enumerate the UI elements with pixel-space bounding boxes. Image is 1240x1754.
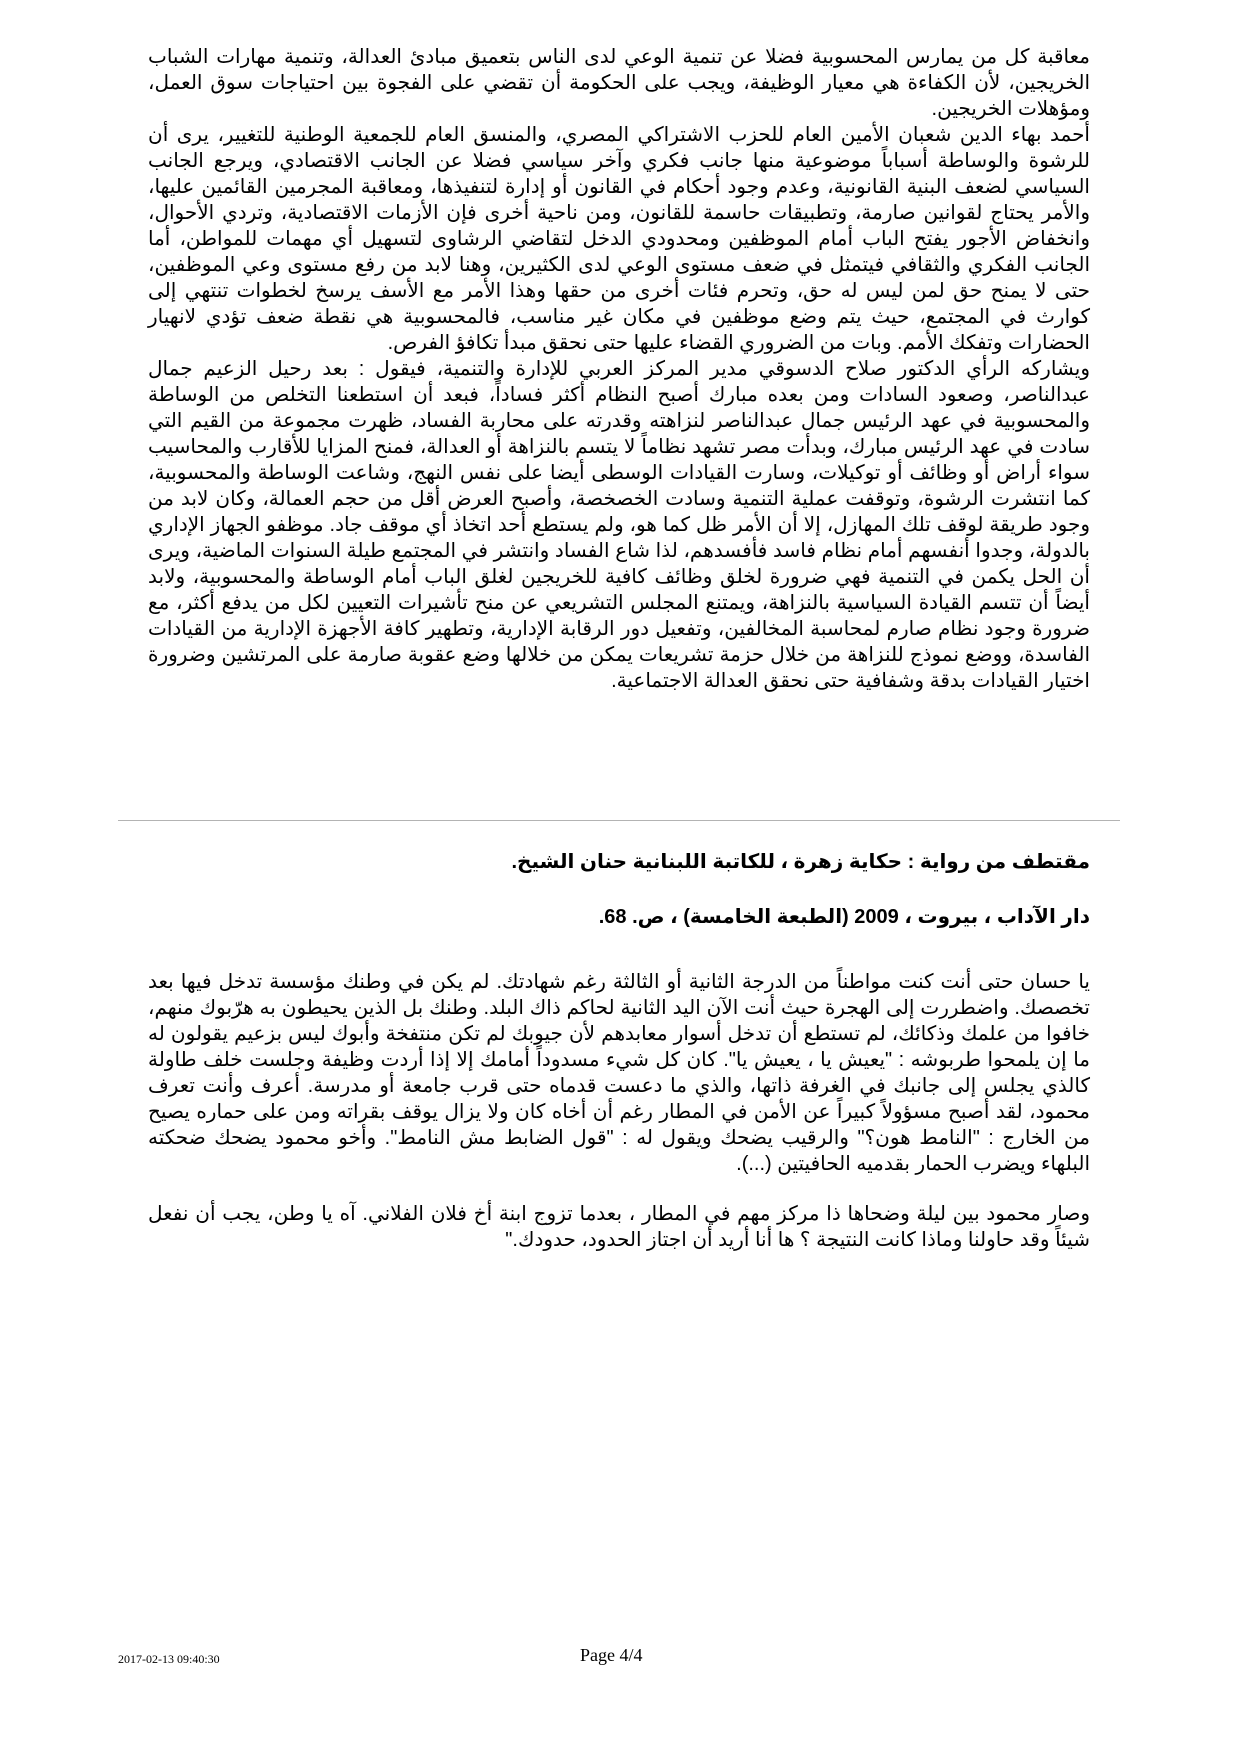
- article-body: [148, 44, 1090, 694]
- article-paragraph: معاقبة كل من يمارس المحسوبية فضلا عن تنمية الوعي لدى الناس بتعميق مبادئ العدالة، وتنمية مهارات الشباب الخريجين، لأن الكفاءة هي معيار الوظيفة، ويجب على الحكومة أن تقضي على الفجوة بين احتياجات سوق العمل، ومؤهلات الخريجين.: [148, 46, 1090, 120]
- footer-page-number: Page 4/4: [580, 1645, 643, 1665]
- excerpt-title: مقتطف من رواية : حكاية زهرة ، للكاتبة اللبنانية حنان الشيخ.: [511, 851, 1090, 873]
- excerpt-publisher: دار الآداب ، بيروت ، 2009 (الطبعة الخامسة) ، ص. 68.: [598, 906, 1090, 928]
- section-divider: [118, 820, 1120, 821]
- article-paragraph: ويشاركه الرأي الدكتور صلاح الدسوقي مدير المركز العربي للإدارة والتنمية، فيقول : بعد رحيل الزعيم جمال عبدالناصر، وصعود السادات ومن بعده مبارك أصبح النظام أكثر فساداً، فبعد أن استطعنا التخلص من الوساطة والمحسوبية في عهد الرئيس جمال عبدالناصر لنزاهته وقدرته على محاربة الفساد، ظهرت مجموعة من القيم التي سادت في عهد الرئيس مبارك، وبدأت مصر تشهد نظاماً لا يتسم بالنزاهة أو العدالة، فمنح المزايا للأقارب والمحاسيب سواء أراض أو وظائف أو توكيلات، وسارت القيادات الوسطى أيضا على نفس النهج، وشاعت الوساطة والمحسوبية، كما انتشرت الرشوة، وتوقفت عملية التنمية وسادت الخصخصة، وأصبح العرض أقل من حجم العمالة، وكان لابد من وجود طريقة لوقف تلك المهازل، إلا أن الأمر ظل كما هو، ولم يستطع أحد اتخاذ أي موقف جاد. موظفو الجهاز الإداري بالدولة، وجدوا أنفسهم أمام نظام فاسد فأفسدهم، لذا شاع الفساد وانتشر في المجتمع طيلة السنوات الماضية، ويرى أن الحل يكمن في التنمية فهي ضرورة لخلق وظائف كافية للخريجين لغلق الباب أمام الوساطة والمحسوبية، ولابد أيضاً أن تتسم القيادة السياسية بالنزاهة، ويمتنع المجلس التشريعي عن منح تأشيرات التعيين لكل من يدفع أكثر، مع ضرورة وجود نظام صارم لمحاسبة المخالفين، وتفعيل دور الرقابة الإدارية، وتطهير كافة الأجهزة الإدارية من القيادات الفاسدة، ووضع نموذج للنزاهة من خلال حزمة تشريعات يمكن من خلالها وضع عقوبة صارمة على المرتشين وضرورة اختيار القيادات بدقة وشفافية حتى نحقق العدالة الاجتماعية.: [148, 358, 1090, 692]
- excerpt-paragraph: وصار محمود بين ليلة وضحاها ذا مركز مهم في المطار ، بعدما تزوج ابنة أخ فلان الفلاني. آه يا وطن، يجب أن نفعل شيئاً وقد حاولنا وماذا كانت النتيجة ؟ ها أنا أريد أن اجتاز الحدود، حدودك.": [148, 1203, 1090, 1251]
- article-paragraph: أحمد بهاء الدين شعبان الأمين العام للحزب الاشتراكي المصري، والمنسق العام للجمعية الوطنية للتغيير، يرى أن للرشوة والوساطة أسباباً موضوعية منها جانب فكري وآخر سياسي فضلا عن الجانب الاقتصادي، ويرجع الجانب السياسي لضعف البنية القانونية، وعدم وجود أحكام في القانون أو إدارة لتنفيذها، ومعاقبة المجرمين القائمين عليها، والأمر يحتاج لقوانين صارمة، وتطبيقات حاسمة للقانون، ومن ناحية أخرى فإن الأزمات الاقتصادية، وتردي الأحوال، وانخفاض الأجور يفتح الباب أمام الموظفين ومحدودي الدخل لتقاضي الرشاوى لتسهيل أي مهمات للمواطن، أما الجانب الفكري والثقافي فيتمثل في ضعف مستوى الوعي لدى الكثيرين، وهنا لابد من رفع مستوى وعي الموظفين، حتى لا يمنح حق لمن ليس له حق، وتحرم فئات أخرى من حقها وهذا الأمر مع الأسف يرسخ لخطوات تنتهي إلى كوارث في المجتمع، حيث يتم وضع موظفين في مكان غير مناسب، فالمحسوبية هي نقطة ضعف تؤدي لانهيار الحضارات وتفكك الأمم. وبات من الضروري القضاء عليها حتى نحقق مبدأ تكافؤ الفرص.: [148, 124, 1091, 354]
- footer-timestamp: 2017-02-13 09:40:30: [118, 1652, 220, 1666]
- excerpt-paragraph: يا حسان حتى أنت كنت مواطناً من الدرجة الثانية أو الثالثة رغم شهادتك. لم يكن في وطنك مؤسسة تدخل فيها بعد تخصصك. واضطررت إلى الهجرة حيث أنت الآن اليد الثانية لحاكم ذاك البلد. وطنك بل الذين يحيطون به هرّبوك منهم، خافوا من علمك وذكائك، لم تستطع أن تدخل أسوار معابدهم لأن جيوبك لم تكن منتفخة وأبوك ليس بزعيم يقولون له ما إن يلمحوا طربوشه : "يعيش يا ، يعيش يا". كان كل شيء مسدوداً أمامك إلا إذا أردت وظيفة وجلست خلف طاولة كالذي يجلس إلى جانبك في الغرفة ذاتها، والذي ما دعست قدماه حتى قرب جامعة أو مدرسة. أعرف وأنت تعرف محمود، لقد أصبح مسؤولاً كبيراً عن الأمن في المطار رغم أن أخاه كان ولا يزال يوقف بقراته ومن على حماره يصيح من الخارج : "النامط هون؟" والرقيب يضحك ويقول له : "قول الضابط مش النامط". وأخو محمود يضحك ضحكته البلهاء ويضرب الحمار بقدميه الحافيتين (...).: [148, 971, 1090, 1175]
- novel-excerpt: [148, 848, 1090, 1277]
